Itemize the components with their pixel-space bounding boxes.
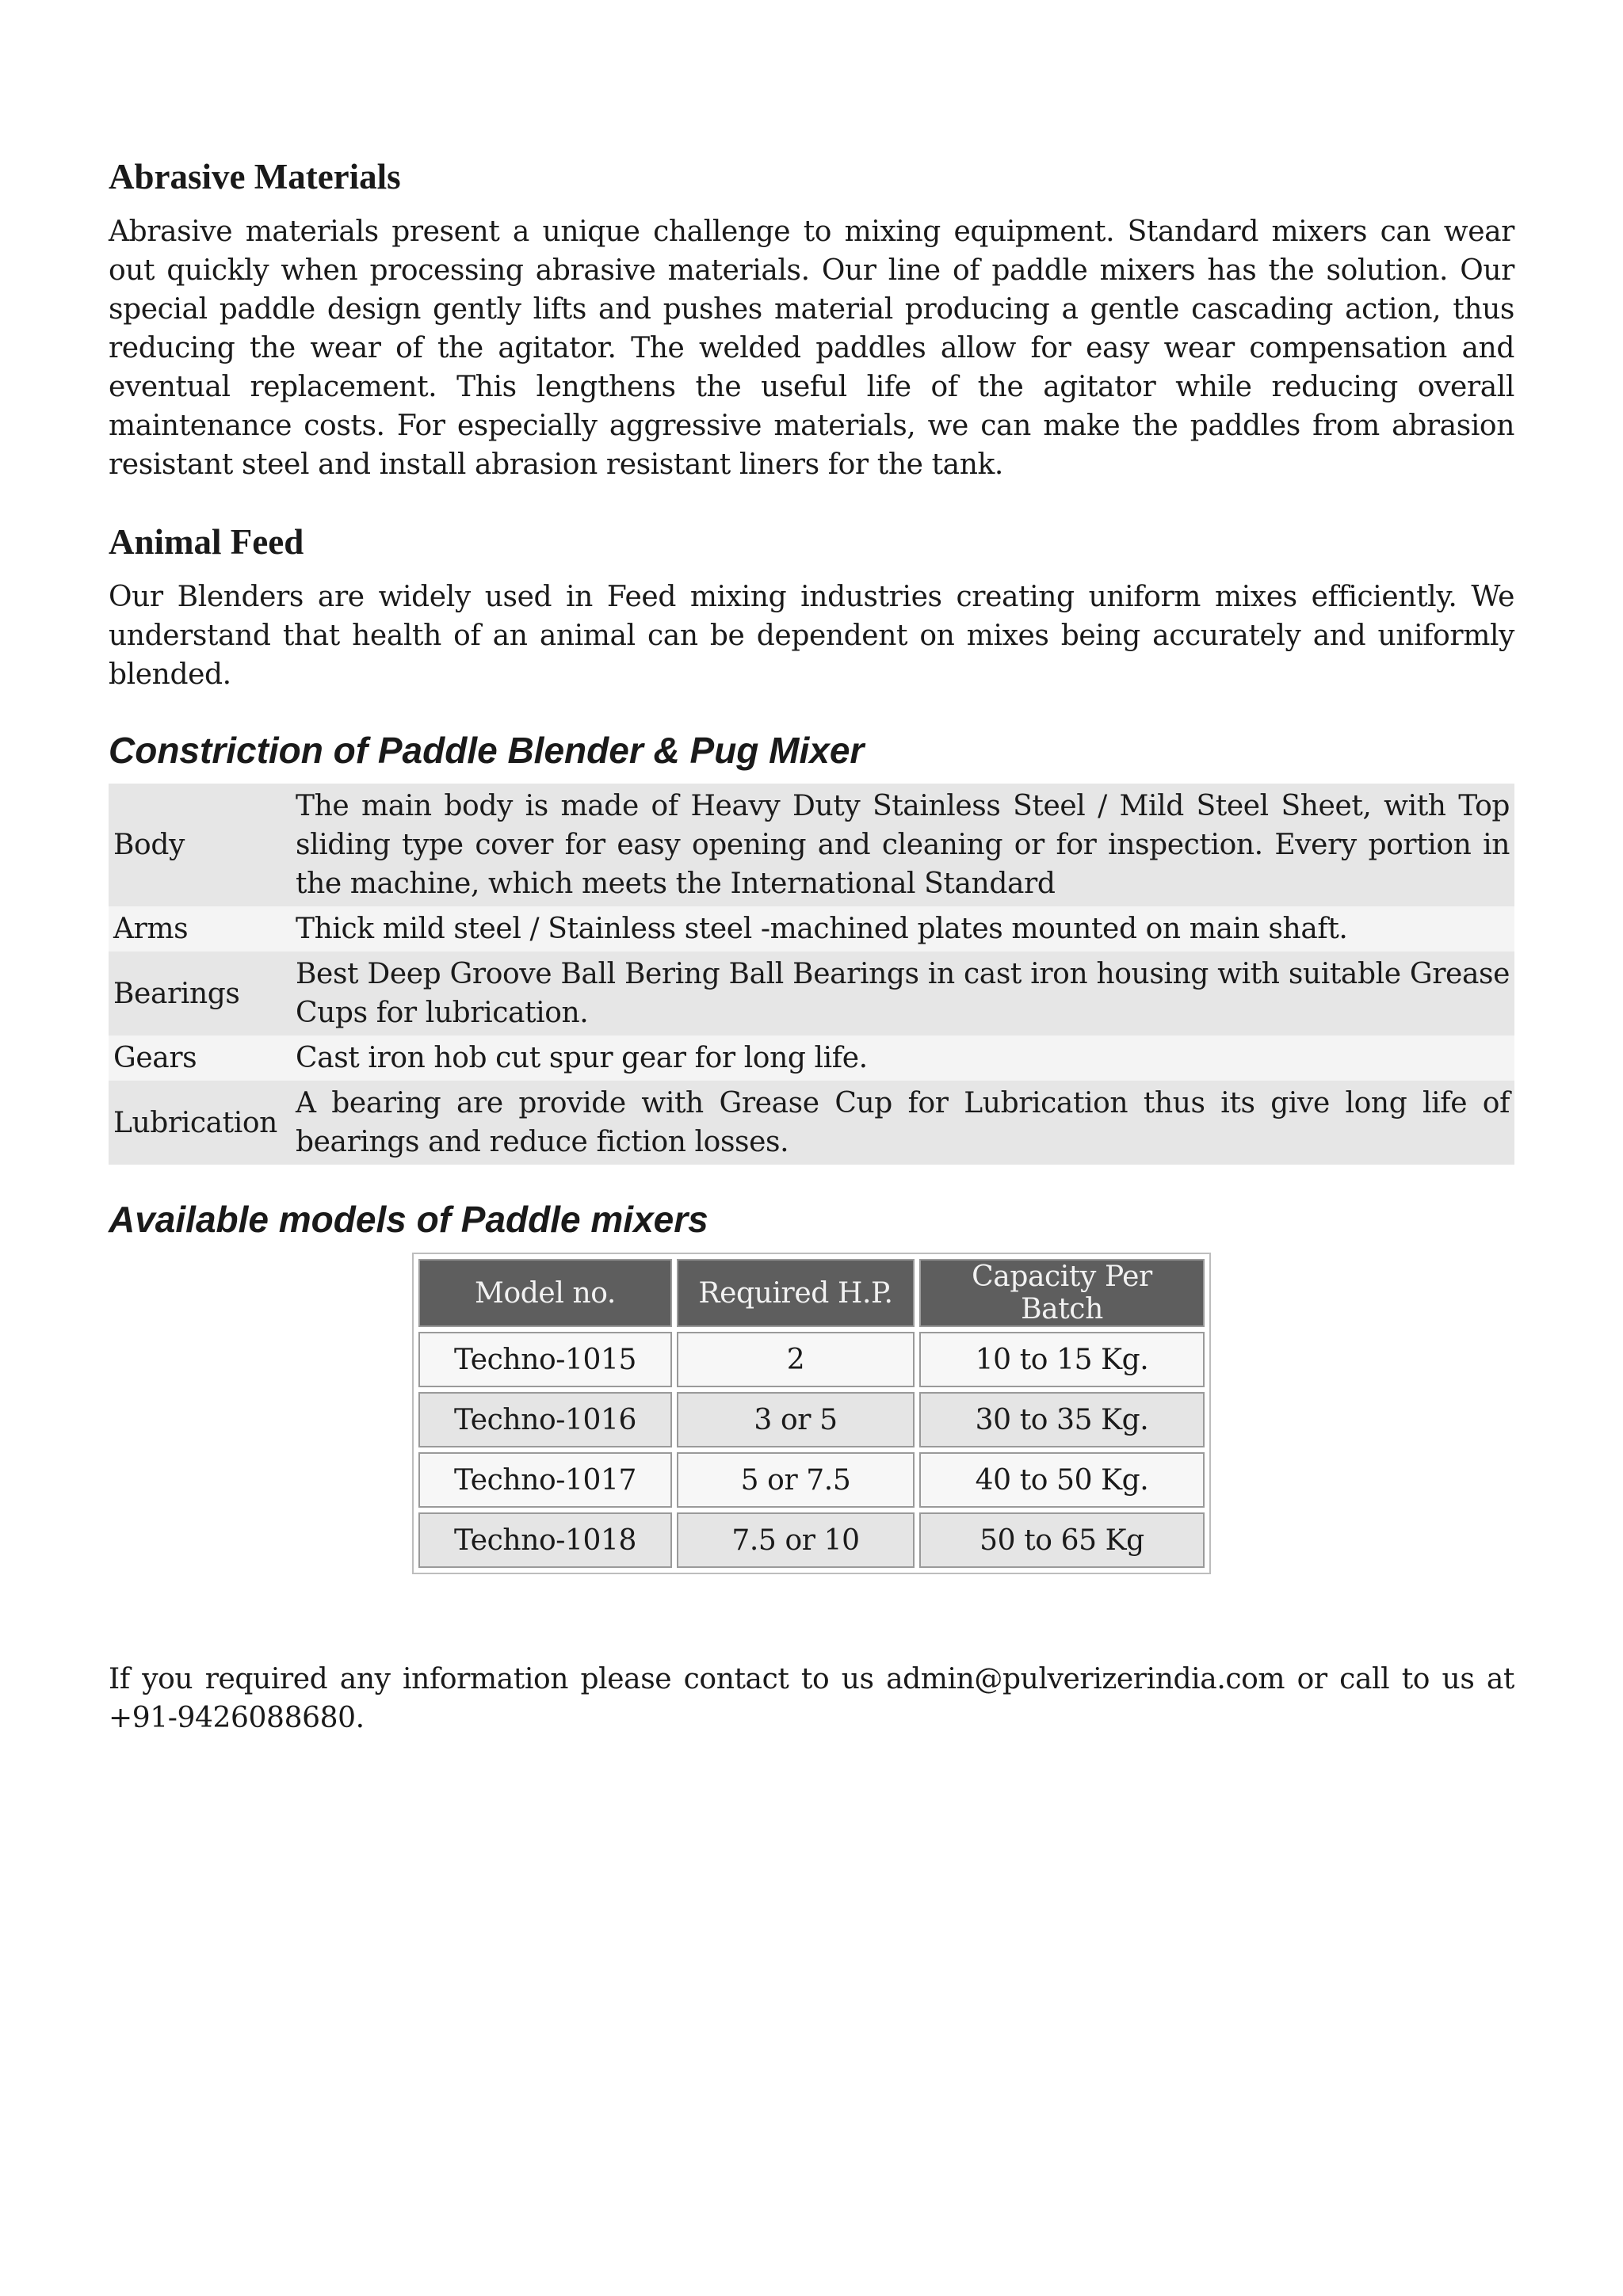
abrasive-materials-heading: Abrasive Materials xyxy=(109,157,401,196)
row-label: Bearings xyxy=(113,977,240,1010)
table-row xyxy=(418,1392,1205,1447)
row-label: Lubrication xyxy=(113,1106,277,1139)
capacity-cell: 50 to 65 Kg xyxy=(919,1512,1205,1568)
model-cell: Techno-1016 xyxy=(418,1392,672,1447)
column-header-hp: Required H.P. xyxy=(677,1259,915,1327)
table-row xyxy=(109,952,1514,1035)
model-cell: Techno-1017 xyxy=(418,1452,672,1508)
row-description: The main body is made of Heavy Duty Stainless Steel / Mild Steel Sheet, with Top sliding type cover for easy opening and cleaning or for inspection. Every portion in the machine, which meets the International Standard xyxy=(296,790,1510,901)
hp-cell: 7.5 or 10 xyxy=(677,1512,915,1568)
capacity-cell: 40 to 50 Kg. xyxy=(919,1452,1205,1508)
table-row xyxy=(109,906,1514,952)
contact-section xyxy=(109,1660,1514,1737)
row-label: Arms xyxy=(113,913,189,946)
construction-table xyxy=(109,784,1514,1165)
column-header-capacity: Capacity Per Batch xyxy=(919,1259,1205,1327)
row-description: A bearing are provide with Grease Cup for Lubrication thus its give long life of bearings and reduce fiction losses. xyxy=(296,1087,1510,1159)
contact-paragraph: If you required any information please contact to us admin@pulverizerindia.com or call to us at +91-9426088680. xyxy=(109,1663,1514,1735)
row-description: Cast iron hob cut spur gear for long life. xyxy=(296,1042,868,1075)
table-row xyxy=(109,784,1514,906)
table-row xyxy=(109,1081,1514,1165)
abrasive-materials-section xyxy=(109,155,1514,484)
model-cell: Techno-1015 xyxy=(418,1332,672,1387)
hp-cell: 2 xyxy=(677,1332,915,1387)
hp-cell: 3 or 5 xyxy=(677,1392,915,1447)
models-section xyxy=(109,1198,1514,1574)
row-description: Best Deep Groove Ball Bering Ball Bearings in cast iron housing with suitable Grease Cups for lubrication. xyxy=(296,958,1510,1030)
animal-feed-paragraph: Our Blenders are widely used in Feed mixing industries creating uniform mixes efficiently. We understand that health of an animal can be dependent on mixes being accurately and uniformly blended. xyxy=(109,581,1514,691)
table-row xyxy=(418,1452,1205,1508)
models-table xyxy=(412,1253,1211,1574)
construction-section xyxy=(109,729,1514,1165)
capacity-cell: 30 to 35 Kg. xyxy=(919,1392,1205,1447)
table-header-row xyxy=(418,1259,1205,1327)
table-row xyxy=(418,1512,1205,1568)
row-description: Thick mild steel / Stainless steel -machined plates mounted on main shaft. xyxy=(296,913,1348,946)
animal-feed-section xyxy=(109,521,1514,694)
hp-cell: 5 or 7.5 xyxy=(677,1452,915,1508)
column-header-model: Model no. xyxy=(418,1259,672,1327)
models-table-wrapper xyxy=(109,1253,1514,1574)
row-label: Gears xyxy=(113,1042,197,1075)
model-cell: Techno-1018 xyxy=(418,1512,672,1568)
row-label: Body xyxy=(113,829,185,862)
models-heading: Available models of Paddle mixers xyxy=(109,1199,708,1241)
construction-heading: Constriction of Paddle Blender & Pug Mixer xyxy=(109,730,865,771)
table-row xyxy=(418,1332,1205,1387)
animal-feed-heading: Animal Feed xyxy=(109,522,304,562)
capacity-cell: 10 to 15 Kg. xyxy=(919,1332,1205,1387)
table-row xyxy=(109,1035,1514,1081)
abrasive-materials-paragraph: Abrasive materials present a unique challenge to mixing equipment. Standard mixers can wear out quickly when processing abrasive materials. Our line of paddle mixers has the solution. Our special paddle design gently lifts and pushes material producing a gentle cascading action, thus reducing the wear of the agitator. The welded paddles allow for easy wear compensation and eventual replacement. This lengthens the useful life of the agitator while reducing overall maintenance costs. For especially aggressive materials, we can make the paddles from abrasion resistant steel and install abrasion resistant liners for the tank. xyxy=(109,215,1514,481)
